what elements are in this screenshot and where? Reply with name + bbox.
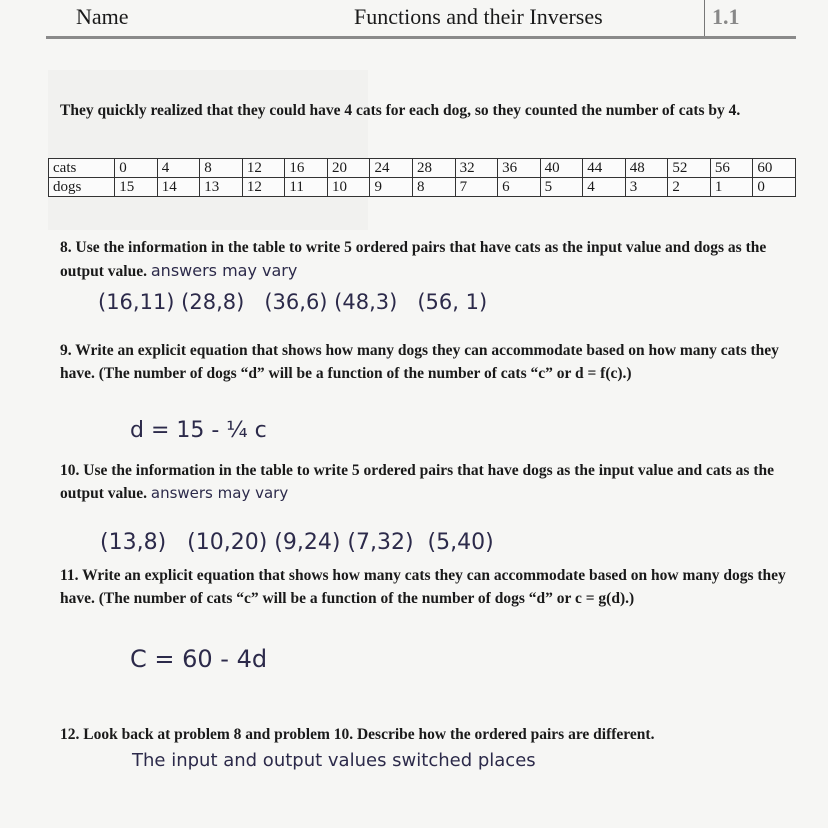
name-label: Name	[76, 4, 129, 29]
question-8	[60, 236, 790, 283]
table-cell: 12	[242, 159, 285, 178]
question-11: 11. Write an explicit equation that shows how many cats they can accommodate based on how many dogs they have. (The number of cats “c” will be a function of the number of dogs “d” or c = g(d).)	[60, 567, 786, 607]
question-9: 9. Write an explicit equation that shows how many dogs they can accommodate based on how many cats they have. (The number of dogs “d” will be a function of the number of cats “c” or d = f(c).)	[60, 342, 779, 382]
header-divider	[704, 0, 705, 36]
table-cell: 13	[200, 178, 243, 197]
table-cell: 56	[710, 159, 753, 178]
table-cell: 14	[157, 178, 200, 197]
table-cell: 60	[753, 159, 796, 178]
table-row	[49, 178, 796, 197]
header-rule	[46, 36, 796, 39]
table-cell: 48	[625, 159, 668, 178]
table-cell: 9	[370, 178, 413, 197]
answer-10: (13,8) (10,20) (9,24) (7,32) (5,40)	[100, 530, 494, 555]
table-cell: 5	[540, 178, 583, 197]
table-cell: 28	[413, 159, 456, 178]
table-cell: 7	[455, 178, 498, 197]
table-cell: 4	[157, 159, 200, 178]
table-cell: 1	[710, 178, 753, 197]
table-row	[49, 159, 796, 178]
table-cell: 20	[327, 159, 370, 178]
table-cell: 40	[540, 159, 583, 178]
table-cell: 2	[668, 178, 711, 197]
table-cell: 10	[327, 178, 370, 197]
question-12: 12. Look back at problem 8 and problem 10. Describe how the ordered pairs are different.	[60, 726, 655, 743]
intro-text: They quickly realized that they could have 4 cats for each dog, so they counted the number of cats by 4.	[60, 102, 741, 119]
page-title: Functions and their Inverses	[354, 4, 603, 29]
table-cell: 6	[498, 178, 541, 197]
show-through-shadow	[48, 70, 368, 230]
answer-11: C = 60 - 4d	[130, 645, 268, 673]
table-cell: 36	[498, 159, 541, 178]
cats-dogs-table	[48, 158, 796, 197]
table-cell: 16	[285, 159, 328, 178]
answer-9: d = 15 - ¼ c	[130, 418, 267, 443]
table-cell: 0	[115, 159, 158, 178]
question-10	[60, 459, 790, 505]
handwritten-note: answers may vary	[150, 261, 298, 280]
answer-8: (16,11) (28,8) (36,6) (48,3) (56, 1)	[98, 290, 488, 314]
table-cell: 8	[200, 159, 243, 178]
row-label: dogs	[49, 178, 115, 197]
table-cell: 15	[115, 178, 158, 197]
table-cell: 52	[668, 159, 711, 178]
table-cell: 11	[285, 178, 328, 197]
question-text: 8. Use the information in the table to write 5 ordered pairs that have cats as the input value and dogs as the output value.	[60, 239, 767, 280]
table-cell: 12	[242, 178, 285, 197]
table-cell: 0	[753, 178, 796, 197]
table-cell: 8	[413, 178, 456, 197]
table-cell: 3	[625, 178, 668, 197]
row-label: cats	[49, 159, 115, 178]
handwritten-note: answers may vary	[150, 484, 289, 502]
table-cell: 32	[455, 159, 498, 178]
table-cell: 24	[370, 159, 413, 178]
answer-12: The input and output values switched places	[132, 750, 536, 771]
section-number: 1.1	[712, 4, 740, 29]
question-text: 10. Use the information in the table to write 5 ordered pairs that have dogs as the input value and cats as the output value.	[60, 462, 774, 502]
table-cell: 4	[583, 178, 626, 197]
table-cell: 44	[583, 159, 626, 178]
